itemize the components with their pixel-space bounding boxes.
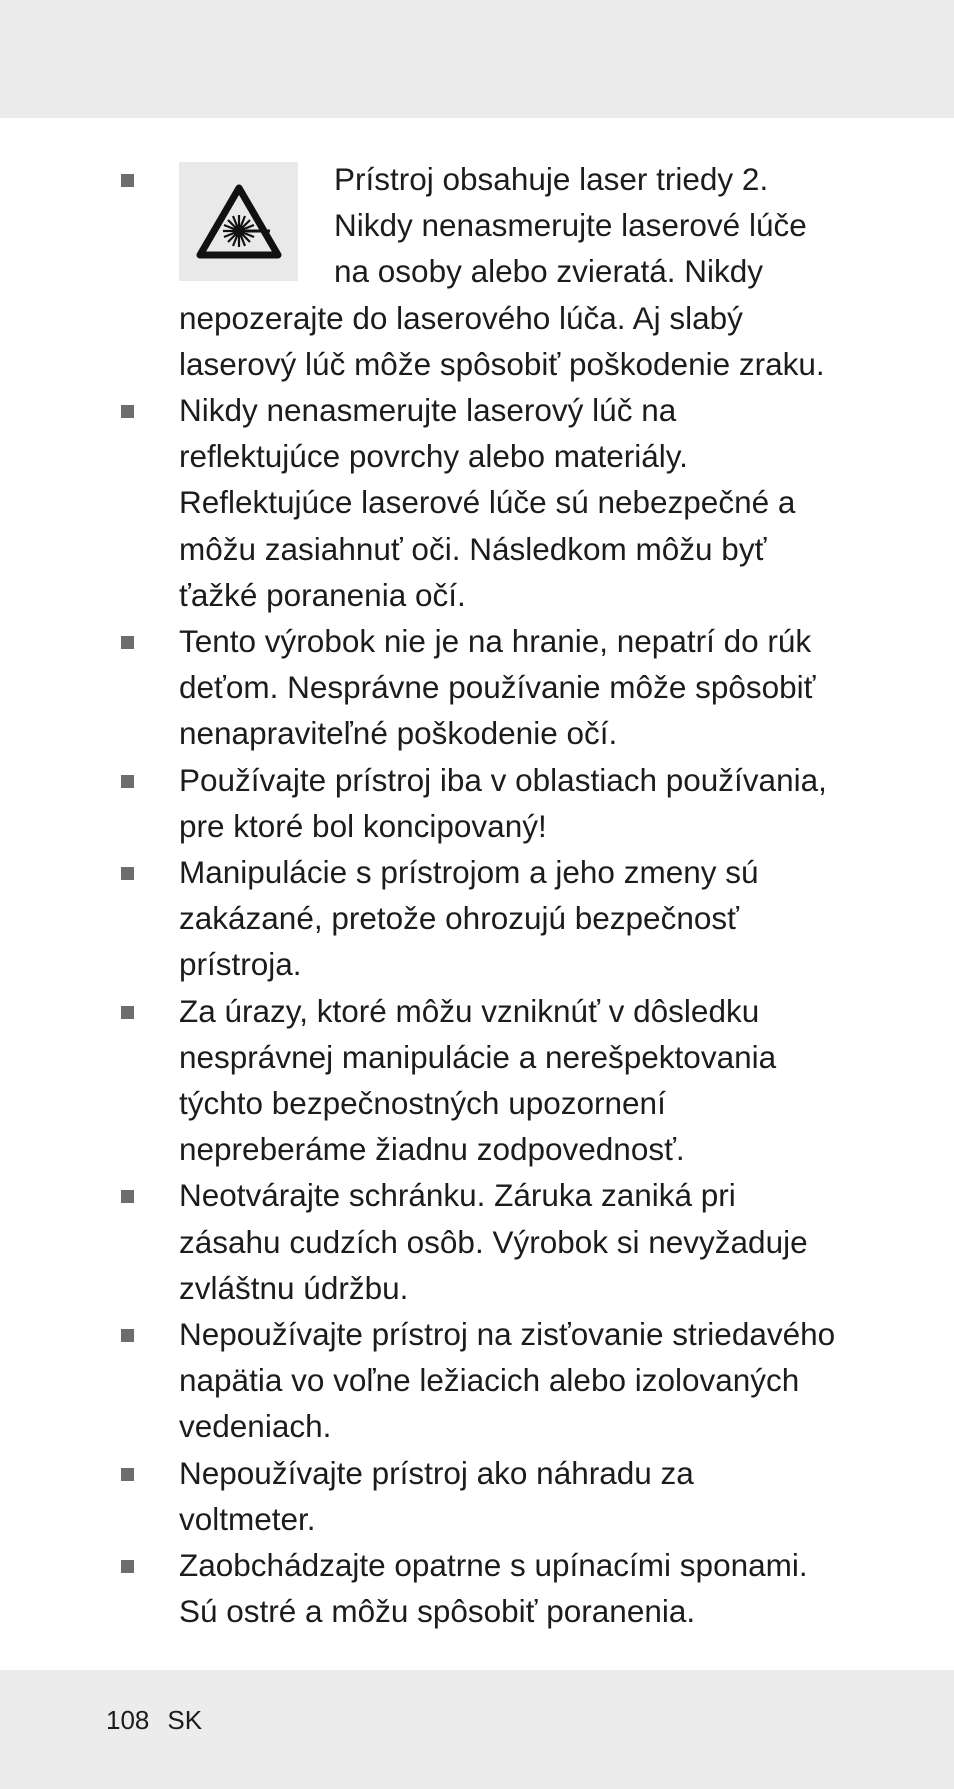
item-text: Prístroj obsahuje laser triedy 2. Nikdy nenasmerujte laserové lúče na osoby alebo zvieratá. Nikdy nepozerajte do laserového lúča. Aj slabý laserový lúč môže spôsobiť poškodenie zraku. — [179, 161, 825, 382]
header-band — [0, 0, 954, 118]
page-footer — [106, 1700, 202, 1740]
item-text: Nikdy nenasmerujte laserový lúč na reflektujúce povrchy alebo materiály. Reflektujúce laserové lúče sú nebezpečné a môžu zasiahnuť oči. Následkom môžu byť ťažké poranenia očí. — [179, 392, 796, 613]
bullet-square-icon — [121, 174, 134, 187]
item-text: Zaobchádzajte opatrne s upínacími sponami. Sú ostré a môžu spôsobiť poranenia. — [179, 1547, 808, 1630]
item-text: Manipulácie s prístrojom a jeho zmeny sú zakázané, pretože ohrozujú bezpečnosť prístroja. — [179, 854, 759, 983]
item-text: Tento výrobok nie je na hranie, nepatrí do rúk deťom. Nesprávne používanie môže spôsobiť nenapraviteľné poškodenie očí. — [179, 623, 816, 752]
item-text: Nepoužívajte prístroj ako náhradu za voltmeter. — [179, 1454, 694, 1537]
bullet-square-icon — [121, 1329, 134, 1342]
bullet-square-icon — [121, 636, 134, 649]
page-number: 108 — [106, 1705, 150, 1735]
bullet-square-icon — [121, 867, 134, 880]
list-item — [0, 849, 839, 988]
list-item — [0, 1542, 839, 1634]
list-item — [0, 1311, 839, 1450]
bullet-square-icon — [121, 775, 134, 788]
laser-warning-icon — [179, 162, 298, 281]
list-item — [0, 387, 839, 618]
language-code: SK — [167, 1705, 203, 1735]
list-item — [0, 1450, 839, 1542]
item-text: Za úrazy, ktoré môžu vzniknúť v dôsledku nesprávnej manipulácie a nerešpektovania týchto bezpečnostných upozornení nepreberáme žiadnu zodpovednosť. — [179, 992, 777, 1168]
list-item — [0, 1172, 839, 1311]
list-item — [0, 618, 839, 757]
bullet-square-icon — [121, 1190, 134, 1203]
list-item — [0, 156, 839, 387]
list-item — [0, 988, 839, 1173]
bullet-square-icon — [121, 1560, 134, 1573]
item-text: Nepoužívajte prístroj na zisťovanie striedavého napätia vo voľne ležiacich alebo izolovaných vedeniach. — [179, 1316, 836, 1445]
list-item — [0, 757, 839, 849]
bullet-square-icon — [121, 1006, 134, 1019]
safety-instructions-list — [0, 156, 954, 1635]
item-text: Neotvárajte schránku. Záruka zaniká pri zásahu cudzích osôb. Výrobok si nevyžaduje zvláštnu údržbu. — [179, 1177, 808, 1306]
bullet-square-icon — [121, 405, 134, 418]
item-text: Používajte prístroj iba v oblastiach používania, pre ktoré bol koncipovaný! — [179, 761, 827, 844]
bullet-square-icon — [121, 1468, 134, 1481]
